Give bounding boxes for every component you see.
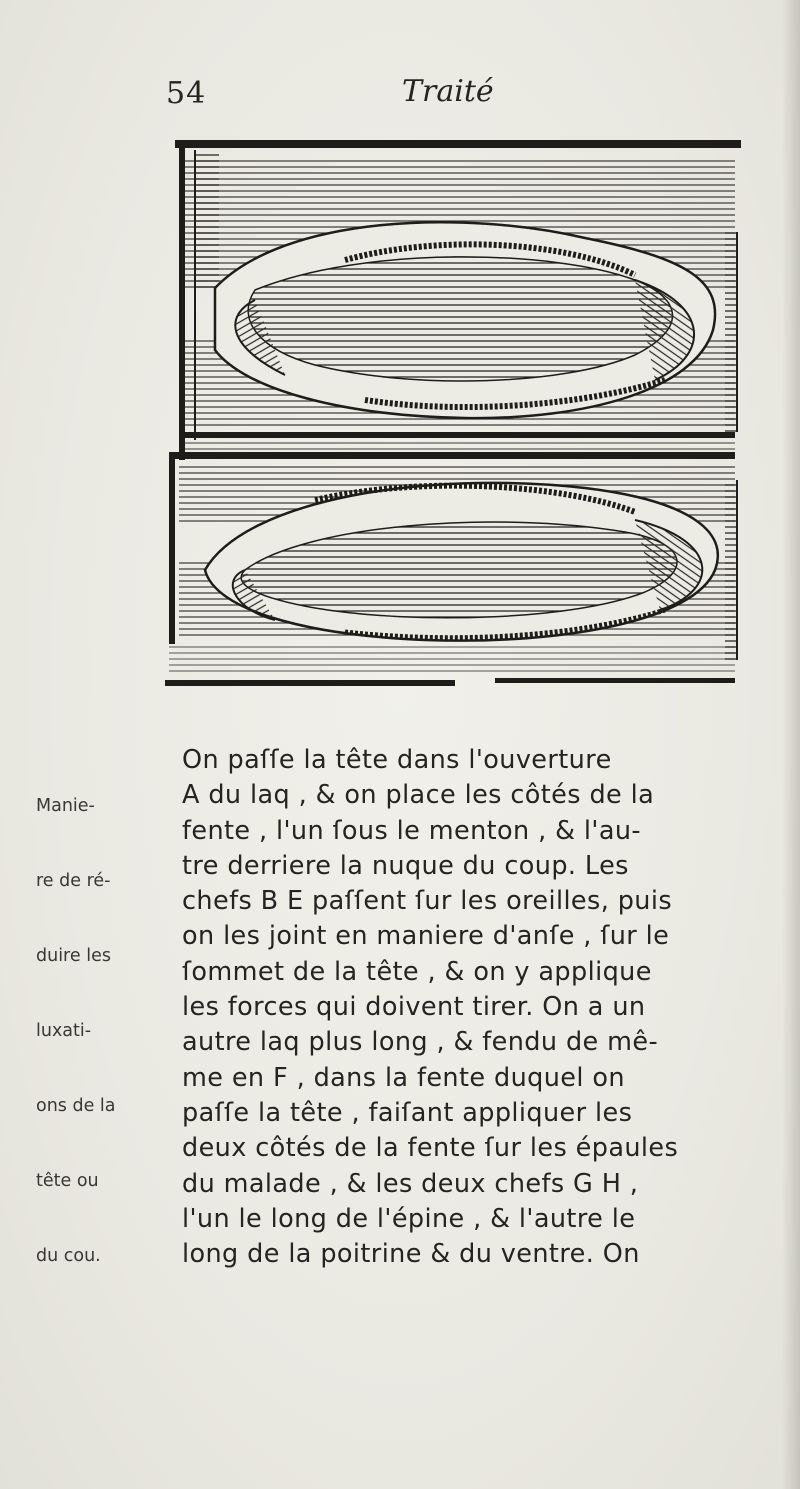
margin-note-line: re de ré-	[36, 871, 111, 891]
margin-note-line: duire les	[36, 946, 111, 966]
margin-note-line: Manie-	[36, 796, 95, 816]
text-line: l'un le long de l'épine , & l'autre le	[182, 1203, 636, 1234]
text-line: tre derriere la nuque du coup. Les	[182, 850, 629, 881]
page-header	[0, 72, 800, 122]
bandage-illustration	[165, 140, 755, 700]
text-line: fente , l'un ſous le menton , & l'au-	[182, 815, 642, 846]
bandage-illustration-icon	[165, 140, 755, 700]
text-line: les forces qui doivent tirer. On a un	[182, 992, 646, 1023]
text-line: long de la poitrine & du ventre. On	[182, 1239, 640, 1270]
page-number: 54	[166, 76, 207, 111]
text-line: ſommet de la tête , & on y applique	[182, 956, 652, 987]
text-line: On paſſe la tête dans l'ouverture	[182, 745, 612, 775]
running-title: Traité	[402, 74, 494, 109]
text-line: A du laq , & on place les côtés de la	[182, 780, 655, 811]
upper-bandage	[175, 140, 741, 460]
margin-note	[36, 744, 146, 1319]
lower-bandage	[165, 452, 737, 686]
text-line: autre laq plus long , & fendu de mê-	[182, 1027, 659, 1058]
margin-note-line: ons de la	[36, 1096, 116, 1116]
margin-note-line: tête ou	[36, 1171, 99, 1191]
text-line: deux côtés de la fente ſur les épaules	[182, 1133, 679, 1164]
text-line: du malade , & les deux chefs G H ,	[182, 1168, 639, 1199]
text-line: paſſe la tête , faiſant appliquer les	[182, 1097, 633, 1128]
margin-note-line: luxati-	[36, 1021, 92, 1041]
text-line: chefs B E paſſent ſur les oreilles, puis	[182, 886, 673, 917]
margin-note-line: du cou.	[36, 1246, 101, 1266]
text-line: on les joint en maniere d'anſe , ſur le	[182, 921, 670, 952]
body-text	[152, 743, 782, 1272]
page-edge-shadow	[782, 0, 800, 1489]
text-line: me en F , dans la fente duquel on	[182, 1062, 625, 1093]
